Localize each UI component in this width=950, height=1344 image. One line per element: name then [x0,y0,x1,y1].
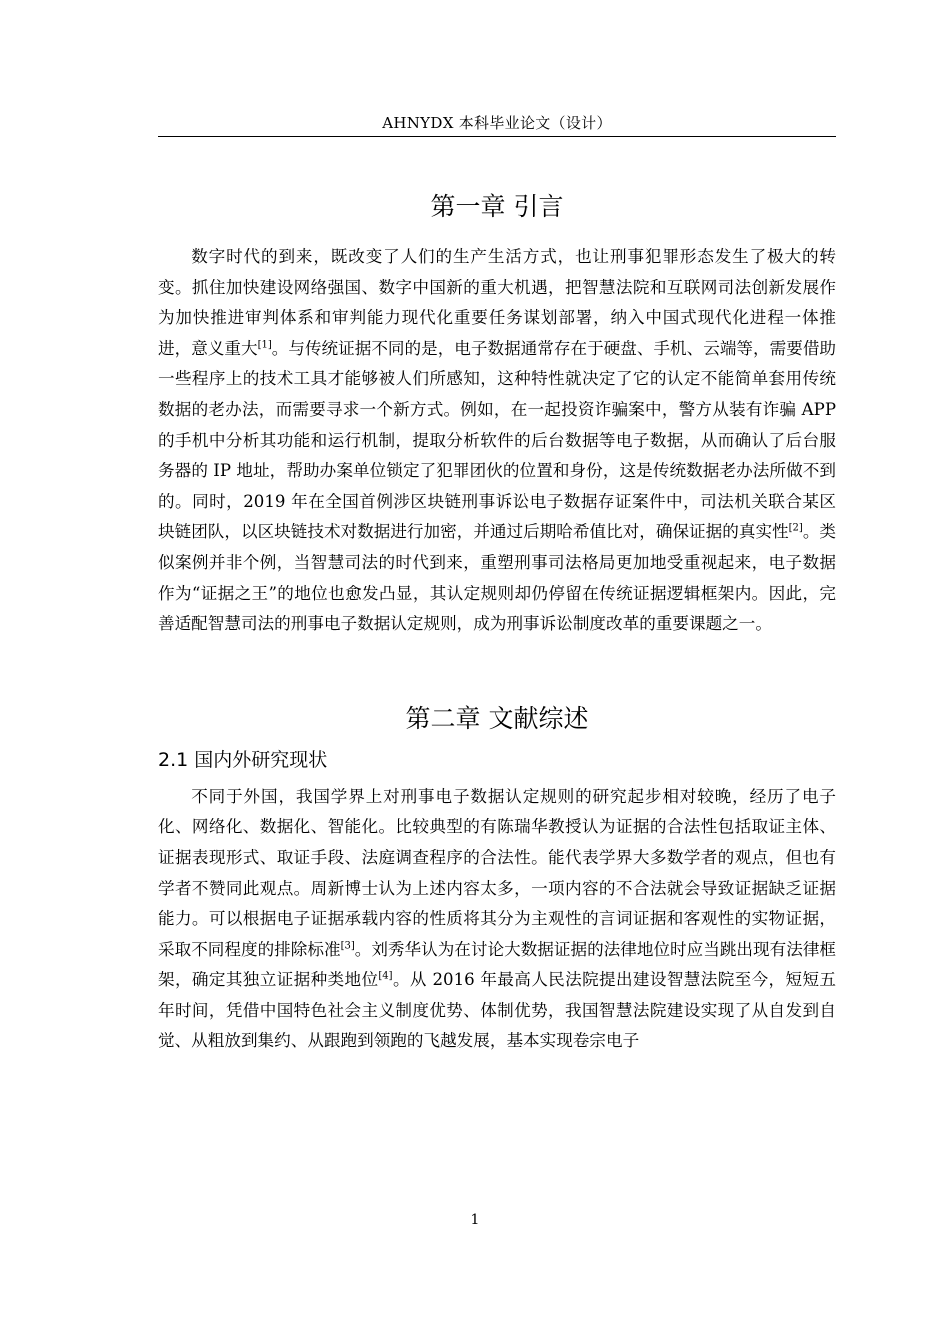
paragraph-text: 。刘秀华认为在讨论大数据证据的法律地位时应当跳出现有法律框架，确定其独立证据种类地位 [158,939,837,990]
chapter-2-title: 第二章 文献综述 [405,703,589,733]
paragraph-text: 。从 2016 年最高人民法院提出建设智慧法院至今，短短五年时间，凭借中国特色社会主义制度优势、体制优势，我国智慧法院建设实现了从自发到自觉、从粗放到集约、从跟跑到领跑的飞越发展，基本实现卷宗电子 [158,970,837,1051]
paragraph-text: 不同于外国，我国学界上对刑事电子数据认定规则的研究起步相对较晚，经历了电子化、网络化、数据化、智能化。比较典型的有陈瑞华教授认为证据的合法性包括取证主体、证据表现形式、取证手段、法庭调查程序的合法性。能代表学界大多数学者的观点，但也有学者不赞同此观点。周新博士认为上述内容太多，一项内容的不合法就会导致证据缺乏证据能力。可以根据电子证据承载内容的性质将其分为主观性的言词证据和客观性的实物证据，采取不同程度的排除标准 [158,786,836,959]
chapter-1-title: 第一章 引言 [430,192,564,221]
page-number: 1 [470,1212,480,1228]
page-body [158,184,836,1057]
header-rule [158,136,836,137]
citation-ref: [2] [788,522,803,534]
citation-ref: [4] [378,970,393,982]
paragraph-text: 。类似案例并非个例，当智慧司法的时代到来，重塑刑事司法格局更加地受重视起来，电子数据作为“证据之王”的地位也愈发凸显，其认定规则却仍停留在传统证据逻辑框架内。因此，完善适配智慧司法的刑事电子数据认定规则，成为刑事诉讼制度改革的重要课题之一。 [158,522,837,634]
paragraph-text: 数字时代的到来，既改变了人们的生产生活方式，也让刑事犯罪形态发生了极大的转变。抓住加快建设网络强国、数字中国新的重大机遇，把智慧法院和互联网司法创新发展作为加快推进审判体系和审判能力现代化重要任务谋划部署，纳入中国式现代化进程一体推进，意义重大 [158,247,836,358]
citation-ref: [3] [340,940,355,952]
citation-ref: [1] [257,339,272,351]
chapter-1-paragraph [158,242,836,640]
paragraph-text: 。与传统证据不同的是，电子数据通常存在于硬盘、手机、云端等，需要借助一些程序上的技术工具才能够被人们所感知，这种特性就决定了它的认定不能简单套用传统数据的老办法，而需要寻求一个新方式。例如，在一起投资诈骗案中，警方从装有诈骗 APP 的手机中分析其功能和运行机制，提取分析软件的后台数据等电子数据，从而确认了后台服务器的 IP 地址，帮助办案单位锁定了犯罪团伙的位置和身份，这是传统数据老办法所做不到的。同时，2019 年在全国首例涉区块链刑事诉讼电子数据存证案件中，司法机关联合某区块链团队，以区块链技术对数据进行加密，并通过后期哈希值比对，确保证据的真实性 [158,338,837,542]
section-2-1-paragraph [158,782,836,1057]
section-2-1-title: 2.1 国内外研究现状 [158,748,328,771]
running-header: AHNYDX 本科毕业论文（设计） [382,114,612,132]
